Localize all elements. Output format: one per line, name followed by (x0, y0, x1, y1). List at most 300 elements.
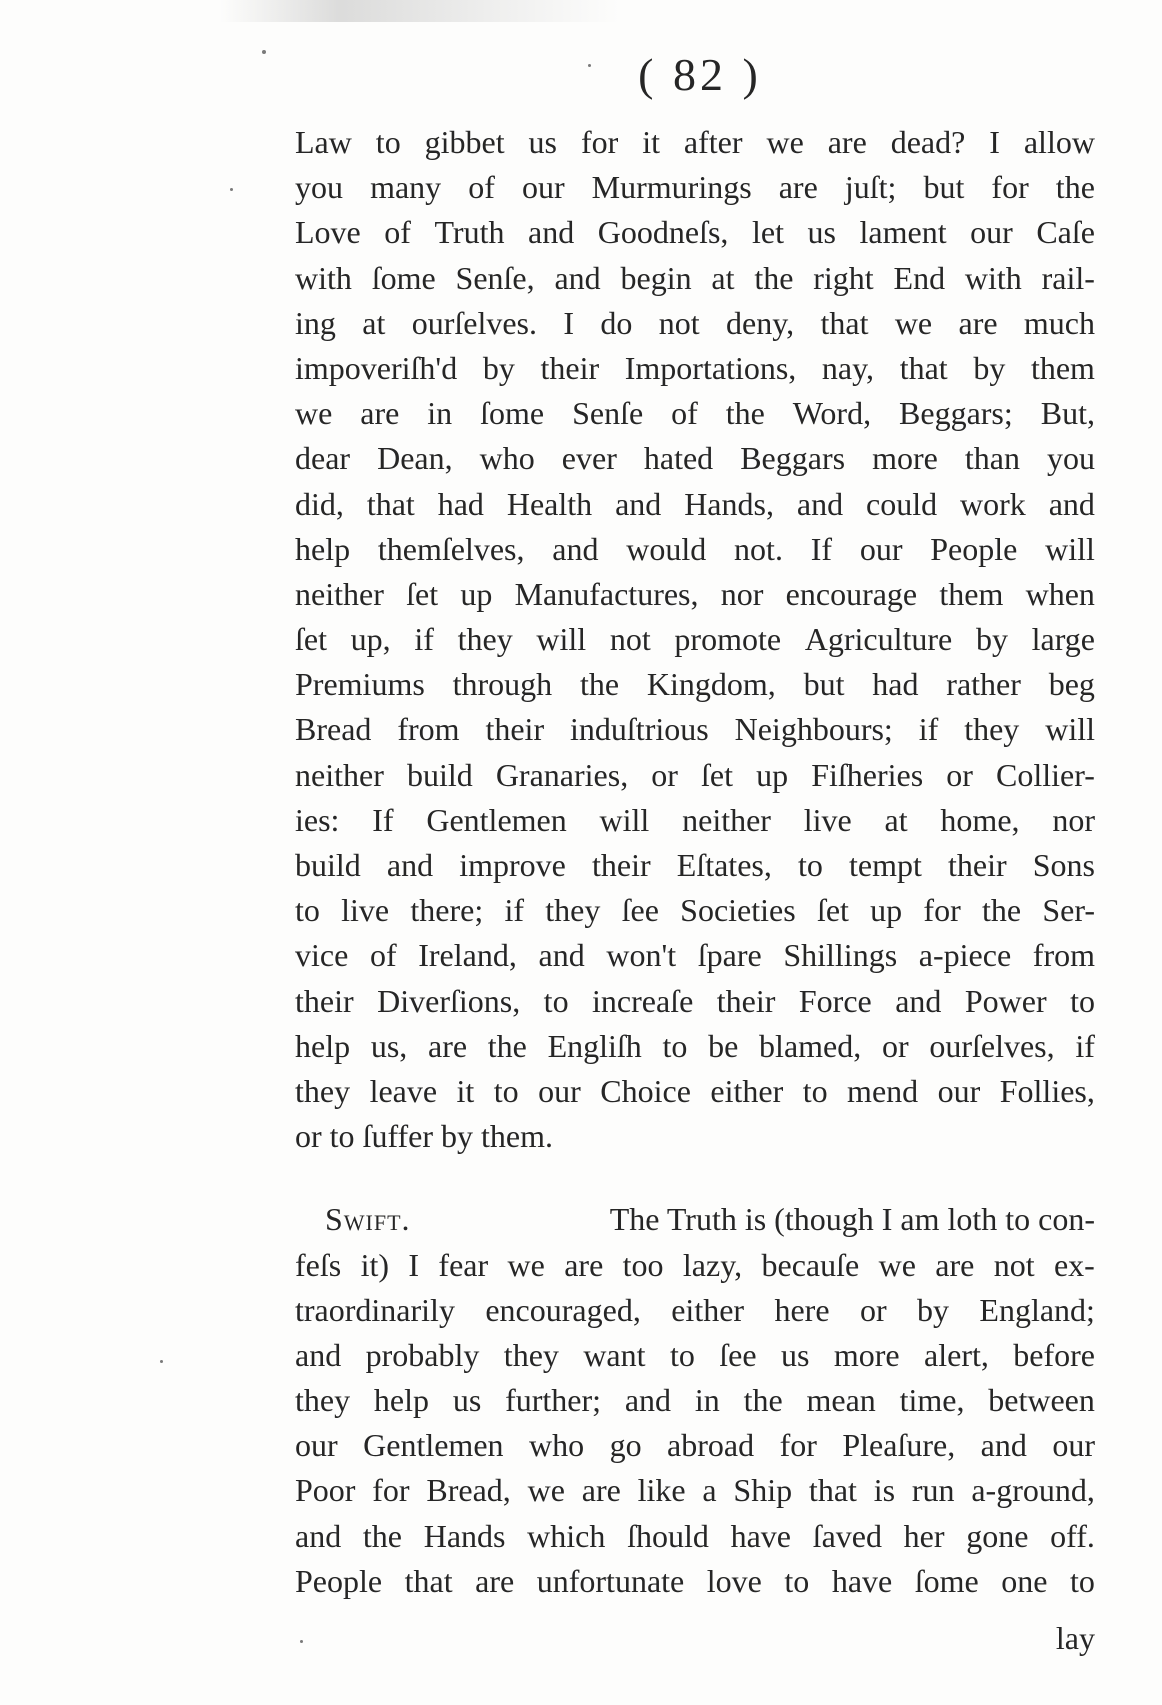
word: and (615, 485, 662, 522)
word: Kingdom, (646, 666, 776, 703)
word: ſet (406, 575, 439, 612)
catchword: lay (1055, 1620, 1095, 1656)
word: are (564, 1246, 604, 1283)
word: Sons (1032, 847, 1095, 883)
word: Truth (434, 214, 505, 251)
text-line (295, 165, 1095, 210)
word: juſt; (844, 169, 897, 206)
word: are (778, 169, 818, 206)
word: her (903, 1517, 945, 1554)
word: induſtrious (570, 711, 709, 748)
word: rather (946, 666, 1021, 703)
word: our (859, 530, 903, 567)
word: becauſe (761, 1246, 860, 1283)
word: Importations, (624, 349, 797, 386)
word: home, (940, 801, 1020, 838)
word: here (774, 1291, 830, 1328)
text-line (295, 391, 1095, 436)
word: Ireland, (418, 937, 517, 974)
word: promote (674, 621, 782, 658)
word: ourſelves, (929, 1027, 1055, 1064)
word: but (803, 666, 845, 703)
word: that (808, 1472, 857, 1509)
word: I (989, 124, 1000, 160)
word: mean (806, 1382, 876, 1419)
text-line (295, 662, 1095, 707)
word: Manufactures, (514, 575, 699, 612)
text-line (295, 979, 1095, 1024)
word: the (487, 1027, 527, 1064)
word: a (702, 1472, 717, 1509)
word: the (981, 892, 1022, 929)
word: of (369, 937, 397, 974)
word: our (538, 1072, 581, 1109)
ink-speck (230, 188, 233, 191)
word: the (754, 259, 794, 296)
text-line (295, 1243, 1095, 1288)
word: they (964, 711, 1020, 748)
word: will (1045, 530, 1095, 567)
word: live (803, 801, 852, 838)
word: either (671, 1291, 745, 1328)
word: Gentlemen (363, 1427, 504, 1464)
text-line (295, 572, 1095, 617)
word: alert, (924, 1336, 989, 1373)
text-line-content: The Truth is (though I am loth to con- (609, 1201, 1095, 1238)
word: with (295, 259, 352, 296)
word: our (937, 1072, 981, 1109)
word: to (784, 1562, 810, 1599)
word: of (468, 169, 495, 206)
text-line (295, 798, 1095, 843)
word: from (397, 711, 460, 748)
word: will (599, 801, 650, 838)
word: ſaved (812, 1517, 882, 1554)
word: and (295, 1336, 342, 1373)
word: or (651, 756, 678, 793)
word: by (975, 621, 1008, 658)
word: they (503, 1336, 559, 1373)
text-line (295, 617, 1095, 662)
word: allow (1023, 124, 1095, 160)
word: that (366, 485, 415, 522)
word: that (404, 1562, 453, 1599)
word: Hands, (684, 485, 774, 522)
word: are (475, 1562, 515, 1599)
text-line (295, 1423, 1095, 1468)
word: Neighbours; (734, 711, 893, 748)
text-line (295, 888, 1095, 933)
word: or (859, 1291, 887, 1328)
word: ſet (701, 756, 734, 793)
word: Engliſh (547, 1027, 642, 1064)
word: for (372, 1472, 410, 1509)
word: beg (1048, 666, 1095, 703)
word: not (658, 304, 700, 341)
word: neither (682, 801, 771, 838)
text-line (295, 120, 1095, 165)
word: us, (370, 1027, 408, 1064)
word: and (528, 214, 575, 251)
word: Health (506, 485, 593, 522)
word: their (716, 982, 776, 1019)
word: Poor (295, 1472, 356, 1509)
word: through (452, 666, 553, 703)
word: blamed, (759, 1027, 862, 1064)
word: are (360, 395, 400, 432)
word: nor (1052, 801, 1095, 838)
word: fear (438, 1246, 489, 1283)
word: help (295, 1027, 351, 1064)
word: are (827, 124, 867, 160)
word: to (295, 892, 320, 929)
word: Beggars (740, 440, 846, 477)
word: could (866, 485, 938, 522)
word: us (807, 214, 836, 251)
word: they (545, 892, 601, 929)
body-text (295, 120, 1095, 1604)
word: to (669, 1336, 695, 1373)
word: If (372, 801, 394, 838)
word: Pleaſure, (842, 1427, 956, 1464)
word: dead? (890, 124, 966, 160)
word: themſelves, (377, 530, 525, 567)
text-line (295, 1288, 1095, 1333)
word: Agriculture (804, 621, 953, 658)
word: will (536, 621, 587, 658)
word: Goodneſs, (597, 214, 729, 251)
word: Bread (295, 711, 372, 748)
word: love (706, 1562, 762, 1599)
word: Power (964, 982, 1047, 1019)
word: we (527, 1472, 565, 1509)
word: leave (369, 1072, 438, 1109)
word: ſee (719, 1336, 757, 1373)
word: Force (798, 982, 872, 1019)
word: Shillings (783, 937, 898, 974)
word: up (870, 892, 903, 929)
word: dear (295, 440, 351, 477)
ink-speck (160, 1360, 163, 1363)
word: rail- (1041, 259, 1095, 296)
word: build (406, 756, 473, 793)
word: Granaries, (495, 756, 629, 793)
word: we (507, 1246, 545, 1283)
word: them (1030, 349, 1095, 386)
word: Ship (733, 1472, 793, 1509)
text-line (295, 843, 1095, 888)
word: we (766, 124, 804, 160)
word: if (1075, 1027, 1095, 1064)
word: Caſe (1036, 214, 1095, 251)
word: are (581, 1472, 621, 1509)
text-line (295, 707, 1095, 752)
word: more (872, 440, 938, 477)
word: between (988, 1382, 1095, 1419)
word: unfortunate (536, 1562, 685, 1599)
paragraph-2 (295, 1197, 1095, 1604)
text-line (295, 1333, 1095, 1378)
word: want (583, 1336, 646, 1373)
word: their (540, 349, 600, 386)
text-line: or to ſuffer by them. (295, 1118, 554, 1155)
word: won't (606, 937, 677, 974)
word: are (427, 1027, 468, 1064)
word: who (528, 1427, 585, 1464)
word: encourage (785, 575, 918, 612)
word: do (600, 304, 633, 341)
word: increaſe (592, 982, 694, 1019)
word: if (504, 892, 525, 929)
word: If (810, 530, 833, 567)
word: but (923, 169, 965, 206)
word: to (543, 982, 569, 1019)
word: at (884, 801, 908, 838)
word: ing (295, 304, 336, 341)
word: by (917, 1291, 949, 1328)
text-line (295, 210, 1095, 255)
word: and (1048, 485, 1095, 522)
word: not. (734, 530, 783, 567)
word: our (1052, 1427, 1095, 1464)
word: encouraged, (485, 1291, 641, 1328)
ink-speck (262, 50, 266, 54)
word: probably (365, 1336, 480, 1373)
word: vice (295, 937, 349, 974)
word: ſee (621, 892, 659, 929)
word: Follies, (999, 1072, 1095, 1109)
word: us (528, 124, 557, 160)
word: tempt (848, 847, 922, 883)
word: have (730, 1517, 791, 1554)
word: and (538, 937, 585, 974)
word: did, (295, 485, 344, 522)
word: People (930, 530, 1018, 567)
page-number: ( 82 ) (638, 49, 762, 100)
word: mend (847, 1072, 919, 1109)
word: we (894, 304, 933, 341)
word: they (295, 1382, 351, 1419)
word: the (579, 666, 620, 703)
word: large (1031, 621, 1095, 658)
word: their (947, 847, 1007, 883)
word: either (710, 1072, 784, 1109)
word: live (341, 892, 390, 929)
word: it (456, 1072, 475, 1109)
word: and (980, 1427, 1027, 1464)
ink-speck (588, 64, 591, 67)
paragraph-1 (295, 120, 1095, 1159)
text-line (295, 527, 1095, 572)
word: be (708, 1027, 739, 1064)
word: lazy, (682, 1246, 743, 1283)
word: England; (979, 1291, 1095, 1328)
word: But, (1040, 395, 1095, 432)
word: they (457, 621, 513, 658)
word: Gentlemen (426, 801, 567, 838)
word: neither (295, 575, 384, 612)
word: for (779, 1427, 817, 1464)
word: right (813, 259, 874, 296)
word: there; (410, 892, 484, 929)
word: a-piece (918, 937, 1012, 974)
word: to (1070, 982, 1095, 1019)
word: at (362, 304, 386, 341)
word: at (711, 259, 735, 296)
word: let (751, 214, 784, 251)
word: up (460, 575, 493, 612)
word: ſome (371, 259, 436, 296)
word: abroad (667, 1427, 755, 1464)
word: who (479, 440, 535, 477)
text-line (295, 1069, 1095, 1114)
word: the (725, 395, 765, 432)
word: go (609, 1427, 642, 1464)
word: Premiums (295, 666, 425, 703)
word: improve (459, 847, 566, 883)
word: run (911, 1472, 955, 1509)
word: up (756, 756, 789, 793)
word: Senſe, (455, 259, 535, 296)
word: Senſe (572, 395, 644, 432)
word: after (683, 124, 743, 160)
word: many (370, 169, 442, 206)
word: with (964, 259, 1022, 296)
word: by (973, 349, 1006, 386)
word: ſhould (627, 1517, 709, 1554)
word: their (485, 711, 545, 748)
text-line (295, 256, 1095, 301)
word: to (797, 847, 823, 883)
word: much (1023, 304, 1095, 341)
paragraph-gap (295, 1159, 1095, 1197)
text-line (295, 753, 1095, 798)
word: to (802, 1072, 828, 1109)
word: for (991, 169, 1029, 206)
word: traordinarily (295, 1291, 455, 1328)
word: Eſtates, (676, 847, 772, 883)
word: gibbet (424, 124, 505, 160)
word: feſs (295, 1246, 342, 1283)
word: would (626, 530, 707, 567)
word: like (637, 1472, 686, 1509)
word: ever (561, 440, 617, 477)
word: gone (966, 1517, 1029, 1554)
word: are (958, 304, 998, 341)
word: their (295, 982, 354, 1019)
word: is (873, 1472, 896, 1509)
word: Word, (792, 395, 872, 432)
word: our (521, 169, 565, 206)
word: time, (899, 1382, 965, 1419)
word: neither (295, 756, 384, 793)
word: in (694, 1382, 720, 1419)
word: People (295, 1562, 383, 1599)
word: Murmurings (591, 169, 752, 206)
text-line (295, 1197, 1095, 1242)
word: had (872, 666, 919, 703)
word: more (833, 1336, 900, 1373)
word: ſome (480, 395, 545, 432)
word: ourſelves. (411, 304, 537, 341)
word: not (993, 1246, 1035, 1283)
word: ies: (295, 801, 340, 838)
word: them (939, 575, 1004, 612)
word: us (780, 1336, 810, 1373)
word: Diverſions, (377, 982, 521, 1019)
word: will (1045, 711, 1095, 748)
word: impoveriſh'd (295, 349, 458, 386)
word: and (895, 982, 942, 1019)
word: help (295, 530, 351, 567)
word: or (946, 756, 973, 793)
word: further; (505, 1382, 602, 1419)
word: are (935, 1246, 975, 1283)
word: of (384, 214, 411, 251)
word: Ser- (1042, 892, 1095, 929)
word: Bread, (426, 1472, 511, 1509)
word: for (580, 124, 619, 160)
word: and (295, 1517, 342, 1554)
word: our (970, 214, 1013, 251)
word: nay, (821, 349, 875, 386)
word: you (1047, 440, 1095, 477)
text-line (295, 1559, 1095, 1604)
text-line (295, 482, 1095, 527)
word: than (964, 440, 1020, 477)
word: it) (360, 1246, 390, 1283)
word: to (662, 1027, 688, 1064)
text-line (295, 933, 1095, 978)
speaker-name: Swift. (325, 1201, 411, 1238)
word: End (893, 259, 946, 296)
word: off. (1050, 1517, 1095, 1554)
word: one (1001, 1562, 1048, 1599)
word: Fiſheries (811, 756, 924, 793)
word: our (295, 1427, 338, 1464)
word: it (642, 124, 660, 160)
text-line (295, 1378, 1095, 1423)
word: in (427, 395, 453, 432)
word: a-ground, (971, 1472, 1095, 1509)
text-line (295, 1468, 1095, 1513)
word: Beggars; (899, 395, 1013, 432)
word: too (622, 1246, 664, 1283)
word: which (527, 1517, 606, 1554)
text-line (295, 346, 1095, 391)
word: when (1025, 575, 1095, 612)
top-edge-smudge (220, 0, 620, 22)
word: for (923, 892, 961, 929)
word: of (671, 395, 698, 432)
word: and (386, 847, 434, 883)
text-line (295, 301, 1095, 346)
word: nor (720, 575, 764, 612)
word: Choice (600, 1072, 691, 1109)
word: to (493, 1072, 519, 1109)
word: the (743, 1382, 783, 1419)
word: we (878, 1246, 916, 1283)
word: and (552, 530, 599, 567)
word: that (820, 304, 869, 341)
word: to (375, 124, 401, 160)
word: ſet (816, 892, 849, 929)
word: they (295, 1072, 351, 1109)
word: ſet (295, 621, 327, 658)
word: have (831, 1562, 893, 1599)
word: up, (350, 621, 391, 658)
word: and (624, 1382, 672, 1419)
